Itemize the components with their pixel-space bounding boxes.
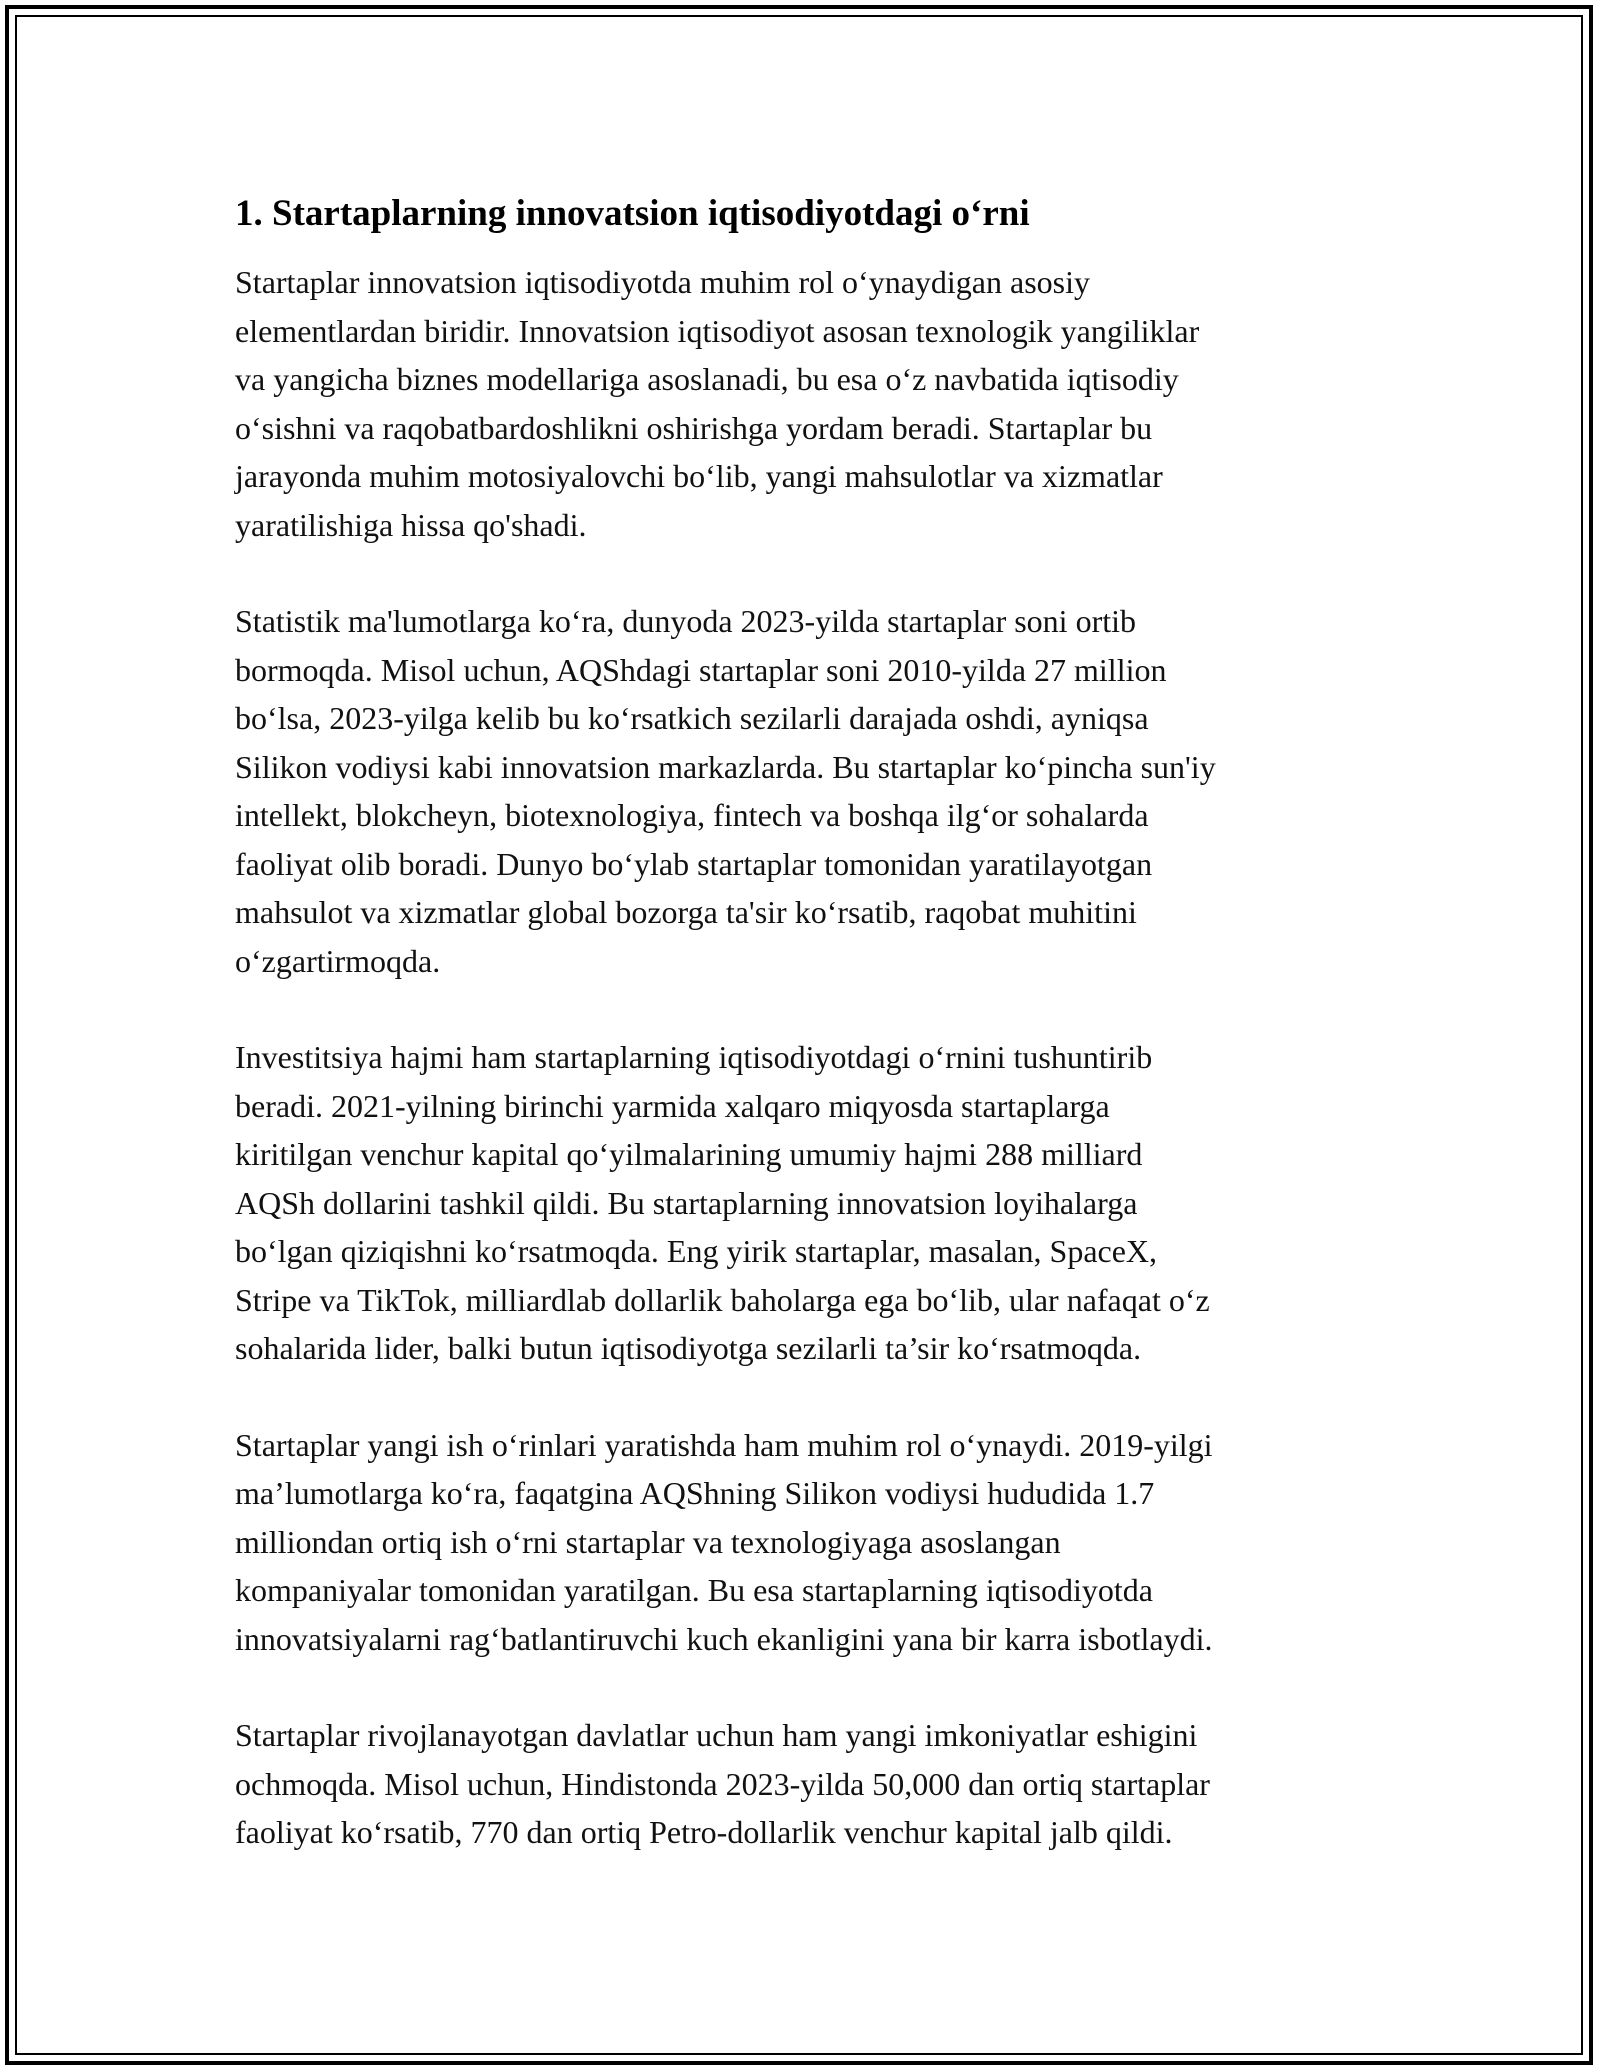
paragraph-line: Startaplar rivojlanayotgan davlatlar uchun ham yangi imkoniyatlar eshigini bbox=[235, 1717, 1198, 1753]
paragraph-line: Investitsiya hajmi ham startaplarning iqtisodiyotdagi o‘rnini tushuntirib bbox=[235, 1039, 1153, 1075]
paragraph-line: Startaplar yangi ish o‘rinlari yaratishda ham muhim rol o‘ynaydi. 2019-yilgi bbox=[235, 1426, 1213, 1463]
paragraph-line: kiritilgan venchur kapital qo‘yilmalarining umumiy hajmi 288 milliard bbox=[235, 1136, 1143, 1172]
section-heading: 1. Startaplarning innovatsion iqtisodiyotdagi o‘rni bbox=[235, 193, 1030, 234]
paragraph-5 bbox=[235, 1711, 1375, 1857]
paragraph-2 bbox=[235, 597, 1375, 985]
paragraph-3 bbox=[235, 1033, 1375, 1373]
document-body bbox=[235, 188, 1375, 1905]
paragraph-line: faoliyat ko‘rsatib, 770 dan ortiq Petro-dollarlik venchur kapital jalb qildi. bbox=[235, 1814, 1173, 1850]
paragraph-line: Silikon vodiysi kabi innovatsion markazlarda. Bu startaplar ko‘pincha sun'iy bbox=[235, 748, 1216, 785]
paragraph-line: va yangicha biznes modellariga asoslanadi, bu esa o‘z navbatida iqtisodiy bbox=[235, 361, 1179, 397]
paragraph-line: kompaniyalar tomonidan yaratilgan. Bu esa startaplarning iqtisodiyotda bbox=[235, 1572, 1153, 1608]
paragraph-line: Statistik ma'lumotlarga ko‘ra, dunyoda 2023-yilda startaplar soni ortib bbox=[235, 603, 1136, 639]
paragraph-line: bo‘lsa, 2023-yilga kelib bu ko‘rsatkich sezilarli darajada oshdi, ayniqsa bbox=[235, 700, 1149, 736]
paragraph-line: ochmoqda. Misol uchun, Hindistonda 2023-yilda 50,000 dan ortiq startaplar bbox=[235, 1765, 1210, 1802]
paragraph-4 bbox=[235, 1421, 1375, 1664]
paragraph-line: bo‘lgan qiziqishni ko‘rsatmoqda. Eng yirik startaplar, masalan, SpaceX, bbox=[235, 1233, 1158, 1269]
paragraph-1 bbox=[235, 258, 1375, 549]
paragraph-line: AQSh dollarini tashkil qildi. Bu startaplarning innovatsion loyihalarga bbox=[235, 1184, 1138, 1221]
paragraph-line: sohalarida lider, balki butun iqtisodiyotga sezilarli ta’sir ko‘rsatmoqda. bbox=[235, 1330, 1142, 1366]
paragraph-line: yaratilishiga hissa qo'shadi. bbox=[235, 506, 587, 543]
paragraph-line: o‘zgartirmoqda. bbox=[235, 942, 441, 979]
paragraph-line: bormoqda. Misol uchun, AQShdagi startaplar soni 2010-yilda 27 million bbox=[235, 651, 1167, 688]
paragraph-line: faoliyat olib boradi. Dunyo bo‘ylab startaplar tomonidan yaratilayotgan bbox=[235, 845, 1153, 882]
paragraph-line: o‘sishni va raqobatbardoshlikni oshirishga yordam beradi. Startaplar bu bbox=[235, 409, 1153, 446]
paragraph-line: Startaplar innovatsion iqtisodiyotda muhim rol o‘ynaydigan asosiy bbox=[235, 264, 1090, 300]
paragraph-line: mahsulot va xizmatlar global bozorga ta'sir ko‘rsatib, raqobat muhitini bbox=[235, 894, 1137, 930]
paragraph-line: innovatsiyalarni rag‘batlantiruvchi kuch ekanligini yana bir karra isbotlaydi. bbox=[235, 1620, 1213, 1657]
paragraph-line: ma’lumotlarga ko‘ra, faqatgina AQShning Silikon vodiysi hududida 1.7 bbox=[235, 1475, 1155, 1511]
paragraph-line: Stripe va TikTok, milliardlab dollarlik baholarga ega bo‘lib, ular nafaqat o‘z bbox=[235, 1281, 1210, 1318]
paragraph-line: elementlardan biridir. Innovatsion iqtisodiyot asosan texnologik yangiliklar bbox=[235, 312, 1200, 349]
paragraph-line: beradi. 2021-yilning birinchi yarmida xalqaro miqyosda startaplarga bbox=[235, 1087, 1110, 1124]
paragraph-line: milliondan ortiq ish o‘rni startaplar va texnologiyaga asoslangan bbox=[235, 1523, 1061, 1560]
paragraph-line: intellekt, blokcheyn, biotexnologiya, fintech va boshqa ilg‘or sohalarda bbox=[235, 797, 1149, 833]
paragraph-line: jarayonda muhim motosiyalovchi bo‘lib, yangi mahsulotlar va xizmatlar bbox=[235, 458, 1163, 494]
